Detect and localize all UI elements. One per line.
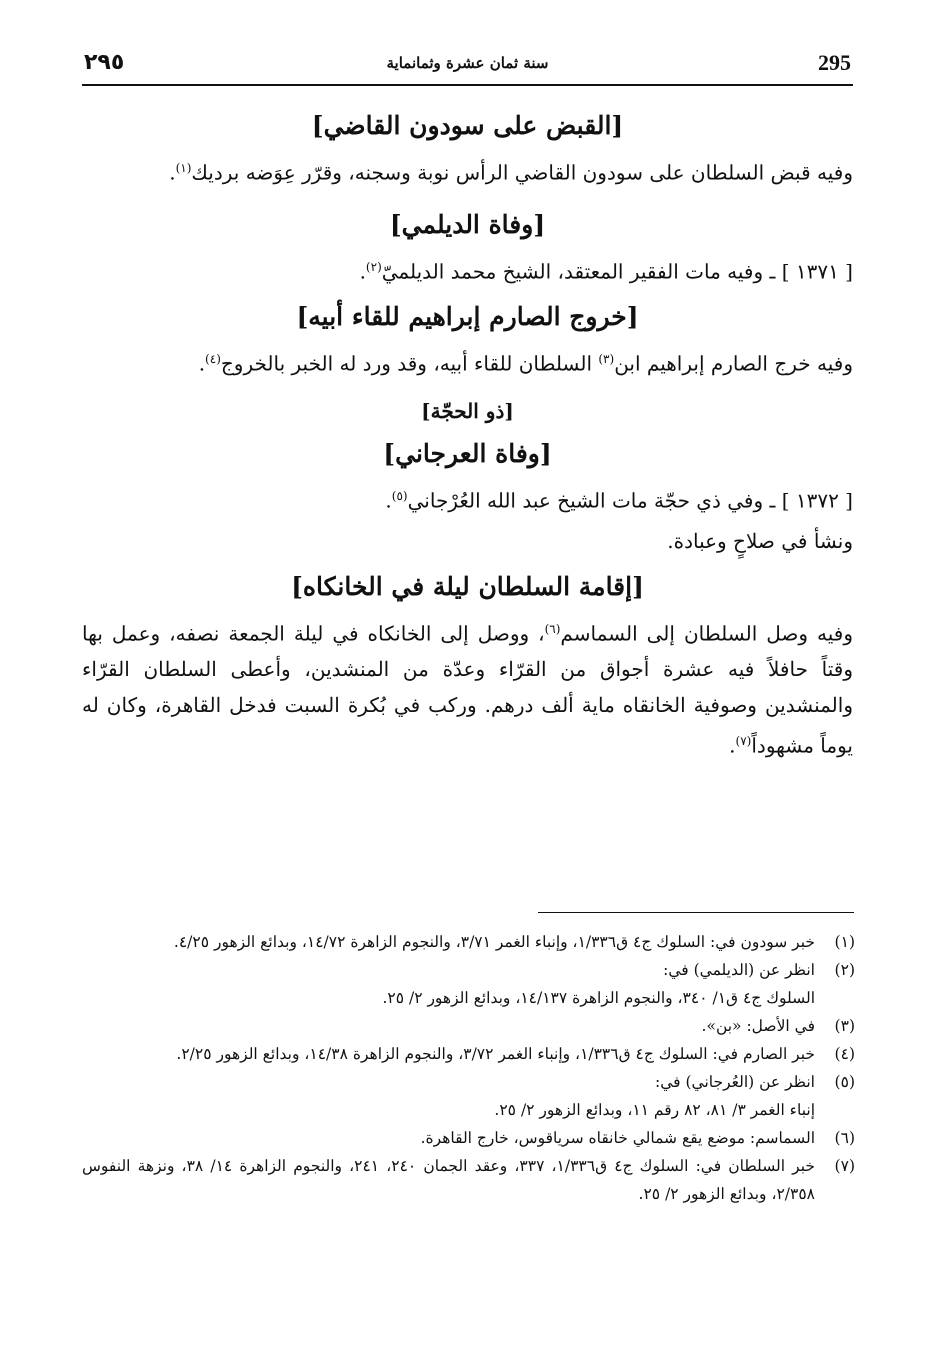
section-heading: [وفاة الديلمي] [389,209,546,239]
footnote-text: خبر الصارم في: السلوك ج٤ ق١/٣٣٦، وإنباء الغمر ٣/٧٢، والنجوم الزاهرة ١٤/٣٨، وبدائع الزهور ٢/٢٥. [176,1045,815,1063]
footnote [82,1152,855,1208]
section-heading: [خروج الصارم إبراهيم للقاء أبيه] [296,302,639,332]
section-daylami-death [82,205,853,290]
footnote-ref: (١) [175,161,192,175]
section-heading: [إقامة السلطان ليلة في الخانكاه] [291,571,644,601]
footnote-number: (٥) [834,1073,855,1091]
page-header [82,46,853,86]
section-sudun-arrest [82,106,853,191]
footnote-ref: (٦) [544,621,561,636]
footnote-ref: (٥) [391,488,408,503]
page-number-latin: 295 [818,50,851,75]
footnote-text: خبر السلطان في: السلوك ج٤ ق١/٣٣٦، ٣٣٧، وعقد الجمان ٢٤٠، ٢٤١، والنجوم الزاهرة ١٤/ ٣٨، ونزهة النفوس ٢/٣٥٨، وبدائع الزهور ٢/ ٢٥. [82,1157,815,1203]
paragraph: ونشأ في صلاحٍ وعبادة. [667,528,853,553]
main-text [82,100,853,764]
paragraph: [ ١٣٧١ ] ـ وفيه مات الفقير المعتقد، الشيخ محمد الديلميّ$^{(٢)}$. [359,259,853,284]
paragraph: وفيه وصل السلطان إلى السماسم$^{(٦)}$، ووصل إلى الخانكاه في ليلة الجمعة نصفه، وعمل بها وقتاً حافلاً فيه عشرة أجواق من القرّاء وعدّة من المنشدين، وأعطى السلطان القرّاء والمنشدين وصوفية الخانقاه ماية ألف درهم. وركب في بُكرة السبت فدخل القاهرة، وكان له يوماً مشهوداً$^{(٧)}$. [82,621,854,758]
footnote-number: (١) [834,933,855,951]
footnote-number: (٢) [834,961,855,979]
paragraph: وفيه قبض السلطان على سودون القاضي الرأس نوبة وسجنه، وقرّر عِوَضه برديك$^{(١)}$. [169,160,853,185]
footnote [82,1012,855,1040]
footnote-number: (٦) [834,1129,855,1147]
footnote-separator [538,912,854,913]
footnote-number: (٧) [834,1157,855,1175]
month-heading: [ذو الحجّة] [421,398,514,423]
footnote [82,1068,855,1124]
page-number-arabic: ٢٩٥ [84,50,125,75]
section-sultan-khanqah [82,567,853,764]
paragraph: وفيه خرج الصارم إبراهيم ابن$^{(٣)}$ السلطان للقاء أبيه، وقد ورد له الخبر بالخروج$^{(٤)}$. [198,351,853,376]
footnote-text: في الأصل: «بن». [701,1017,815,1035]
footnote-text: السماسم: موضع يقع شمالي خانقاه سرياقوس، خارج القاهرة. [420,1129,815,1147]
footnote-ref: (٧) [735,734,752,749]
footnote-text: انظر عن (العُرجاني) في: إنباء الغمر ٣/ ٨١، ٨٢ رقم ١١، وبدائع الزهور ٢/ ٢٥. [494,1073,815,1119]
section-sarim-departure [82,297,853,382]
footnote-ref: (٤) [205,352,221,367]
section-urjani-death [82,394,853,559]
paragraph: [ ١٣٧٢ ] ـ وفي ذي حجّة مات الشيخ عبد الله العُرْجاني$^{(٥)}$. [385,488,853,513]
footnotes [82,928,855,1208]
footnote [82,928,855,956]
footnote-text: خبر سودون في: السلوك ج٤ ق١/٣٣٦، وإنباء الغمر ٣/٧١، والنجوم الزاهرة ١٤/٧٢، وبدائع الزهور ٤/٢٥. [173,933,815,951]
footnote [82,1040,855,1068]
running-title: سنة ثمان عشرة وثمانماية [386,54,549,72]
footnote-number: (٤) [834,1045,855,1063]
footnote-ref: (٣) [598,352,615,367]
footnote-ref: (٢) [365,259,382,274]
footnote-number: (٣) [834,1017,855,1035]
footnote [82,956,855,1012]
section-heading: [وفاة العرجاني] [383,438,552,468]
section-heading: [القبض على سودون القاضي] [311,111,624,140]
footnote [82,1124,855,1152]
footnote-text: انظر عن (الديلمي) في: السلوك ج٤ ق١/ ٣٤٠، والنجوم الزاهرة ١٤/١٣٧، وبدائع الزهور ٢/ ٢٥. [382,961,815,1007]
